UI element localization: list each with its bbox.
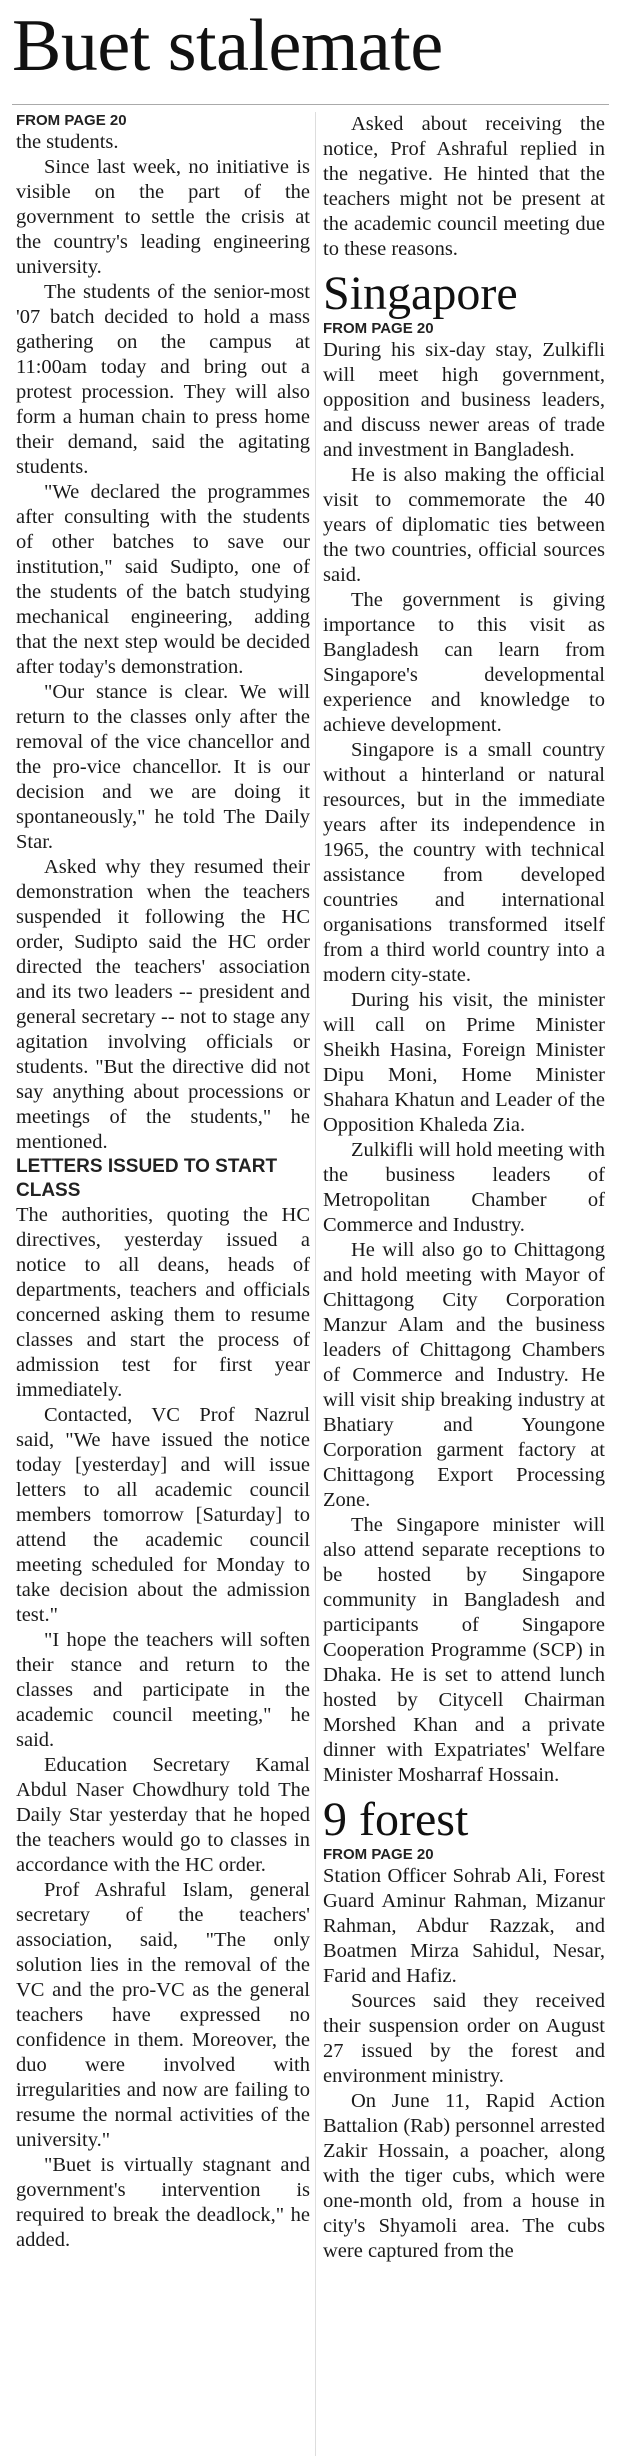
story1-headline: Buet stalemate: [12, 5, 443, 87]
story3-paragraph: Sources said they received their suspension order on August 27 issued by the forest and environment ministry.: [323, 1990, 605, 2087]
story1-paragraph: Contacted, VC Prof Nazrul said, "We have issued the notice today [yesterday] and will issue letters to all academic council members tomorrow [Saturday] to attend the academic council meeting scheduled for Monday to take decision about the admission test.": [16, 1404, 310, 1626]
story3-headline: 9 forest: [323, 1793, 469, 1846]
column-divider: [315, 112, 316, 2456]
story1-paragraph: "We declared the programmes after consulting with the students of other batches to save our institution," said Sudipto, one of the students of the batch studying mechanical engineering, adding that the next step would be decided after today's demonstration.: [16, 481, 310, 678]
story1-subhead: LETTERS ISSUED TO START CLASS: [16, 1156, 278, 1201]
story1-sub-lead: The authorities, quoting the HC directives, yesterday issued a notice to all deans, heads of departments, teachers and officials concerned asking them to resume classes and start the process of admission test for first year immediately.: [16, 1204, 310, 1401]
story1-paragraph: The students of the senior-most '07 batch decided to hold a mass gathering on the campus at 11:00am today and bring out a protest procession. They will also form a human chain to press home their demand, said the agitating students.: [16, 281, 310, 478]
story1-paragraph: Asked why they resumed their demonstration when the teachers suspended it following the HC order, Sudipto said the HC order directed the teachers' association and its two leaders -- president and general secretary -- not to stage any agitation involving officials or students. "But the directive did not say anything about processions or meetings of the students," he mentioned.: [16, 856, 310, 1153]
story1-paragraph: Since last week, no initiative is visible on the part of the government to settle the crisis at the country's leading engineering university.: [16, 156, 310, 278]
story1-lead-in: the students.: [16, 131, 119, 153]
story2-paragraph: The government is giving importance to this visit as Bangladesh can learn from Singapore's developmental experience and knowledge to achieve development.: [323, 589, 605, 736]
story2-paragraph: The Singapore minister will also attend separate receptions to be hosted by Singapore community in Bangladesh and participants of Singapore Cooperation Programme (SCP) in Dhaka. He is set to attend lunch hosted by Citycell Chairman Morshed Khan and a private dinner with Expatriates' Welfare Minister Mosharraf Hossain.: [323, 1514, 605, 1786]
story1-continuation: Asked about receiving the notice, Prof Ashraful replied in the negative. He hinted that the teachers might not be present at the academic council meeting due to these reasons.: [323, 113, 605, 260]
story1-paragraph: Prof Ashraful Islam, general secretary of the teachers' association, said, "The only solution lies in the removal of the VC and the pro-VC as the general teachers have expressed no confidence in them. Moreover, the duo were involved with irregularities and now are failing to resume the normal activities of the university.": [16, 1879, 310, 2151]
left-column: [16, 112, 310, 2456]
story3-lead: Station Officer Sohrab Ali, Forest Guard Aminur Rahman, Mizanur Rahman, Abdur Razzak, and Boatmen Mirza Sahidul, Nesar, Farid and Hafiz.: [323, 1865, 605, 1987]
story2-paragraph: Singapore is a small country without a hinterland or natural resources, but in the immediate years after its independence in 1965, the country with technical assistance from developed countries and international organisations transformed itself from a third world country into a modern city-state.: [323, 739, 605, 986]
story2-paragraph: He will also go to Chittagong and hold meeting with Mayor of Chittagong City Corporation Manzur Alam and the business leaders of Chittagong Chambers of Commerce and Industry. He will visit ship breaking industry at Bhatiary and Youngone Corporation garment factory at Chittagong Export Processing Zone.: [323, 1239, 605, 1511]
story3-kicker: FROM PAGE 20: [323, 1846, 434, 1863]
story2-kicker: FROM PAGE 20: [323, 320, 434, 337]
story2-paragraph: Zulkifli will hold meeting with the business leaders of Metropolitan Chamber of Commerce and Industry.: [323, 1139, 605, 1236]
story2-paragraph: During his visit, the minister will call on Prime Minister Sheikh Hasina, Foreign Minister Dipu Moni, Home Minister Shahara Khatun and Leader of the Opposition Khaleda Zia.: [323, 989, 605, 1136]
headline-rule: [12, 104, 609, 105]
story1-paragraph: "Buet is virtually stagnant and government's intervention is required to break the deadlock," he added.: [16, 2154, 310, 2251]
story1-paragraph: "I hope the teachers will soften their stance and return to the classes and participate in the academic council meeting," he said.: [16, 1629, 310, 1751]
story3-paragraph: On June 11, Rapid Action Battalion (Rab) personnel arrested Zakir Hossain, a poacher, along with the tiger cubs, which were one-month old, from a house in city's Shyamoli area. The cubs were captured from the: [323, 2090, 605, 2262]
story2-paragraph: He is also making the official visit to commemorate the 40 years of diplomatic ties between the two countries, official sources said.: [323, 464, 605, 586]
story1-kicker: FROM PAGE 20: [16, 112, 127, 129]
story1-paragraph: Education Secretary Kamal Abdul Naser Chowdhury told The Daily Star yesterday that he hoped the teachers would go to classes in accordance with the HC order.: [16, 1754, 310, 1876]
story2-headline: Singapore: [323, 267, 518, 320]
right-column: [323, 112, 605, 2456]
story2-lead: During his six-day stay, Zulkifli will meet high government, opposition and business leaders, and discuss newer areas of trade and investment in Bangladesh.: [323, 339, 605, 461]
story1-paragraph: "Our stance is clear. We will return to the classes only after the removal of the vice chancellor and the pro-vice chancellor. It is our decision and we are doing it spontaneously," he told The Daily Star.: [16, 681, 310, 853]
